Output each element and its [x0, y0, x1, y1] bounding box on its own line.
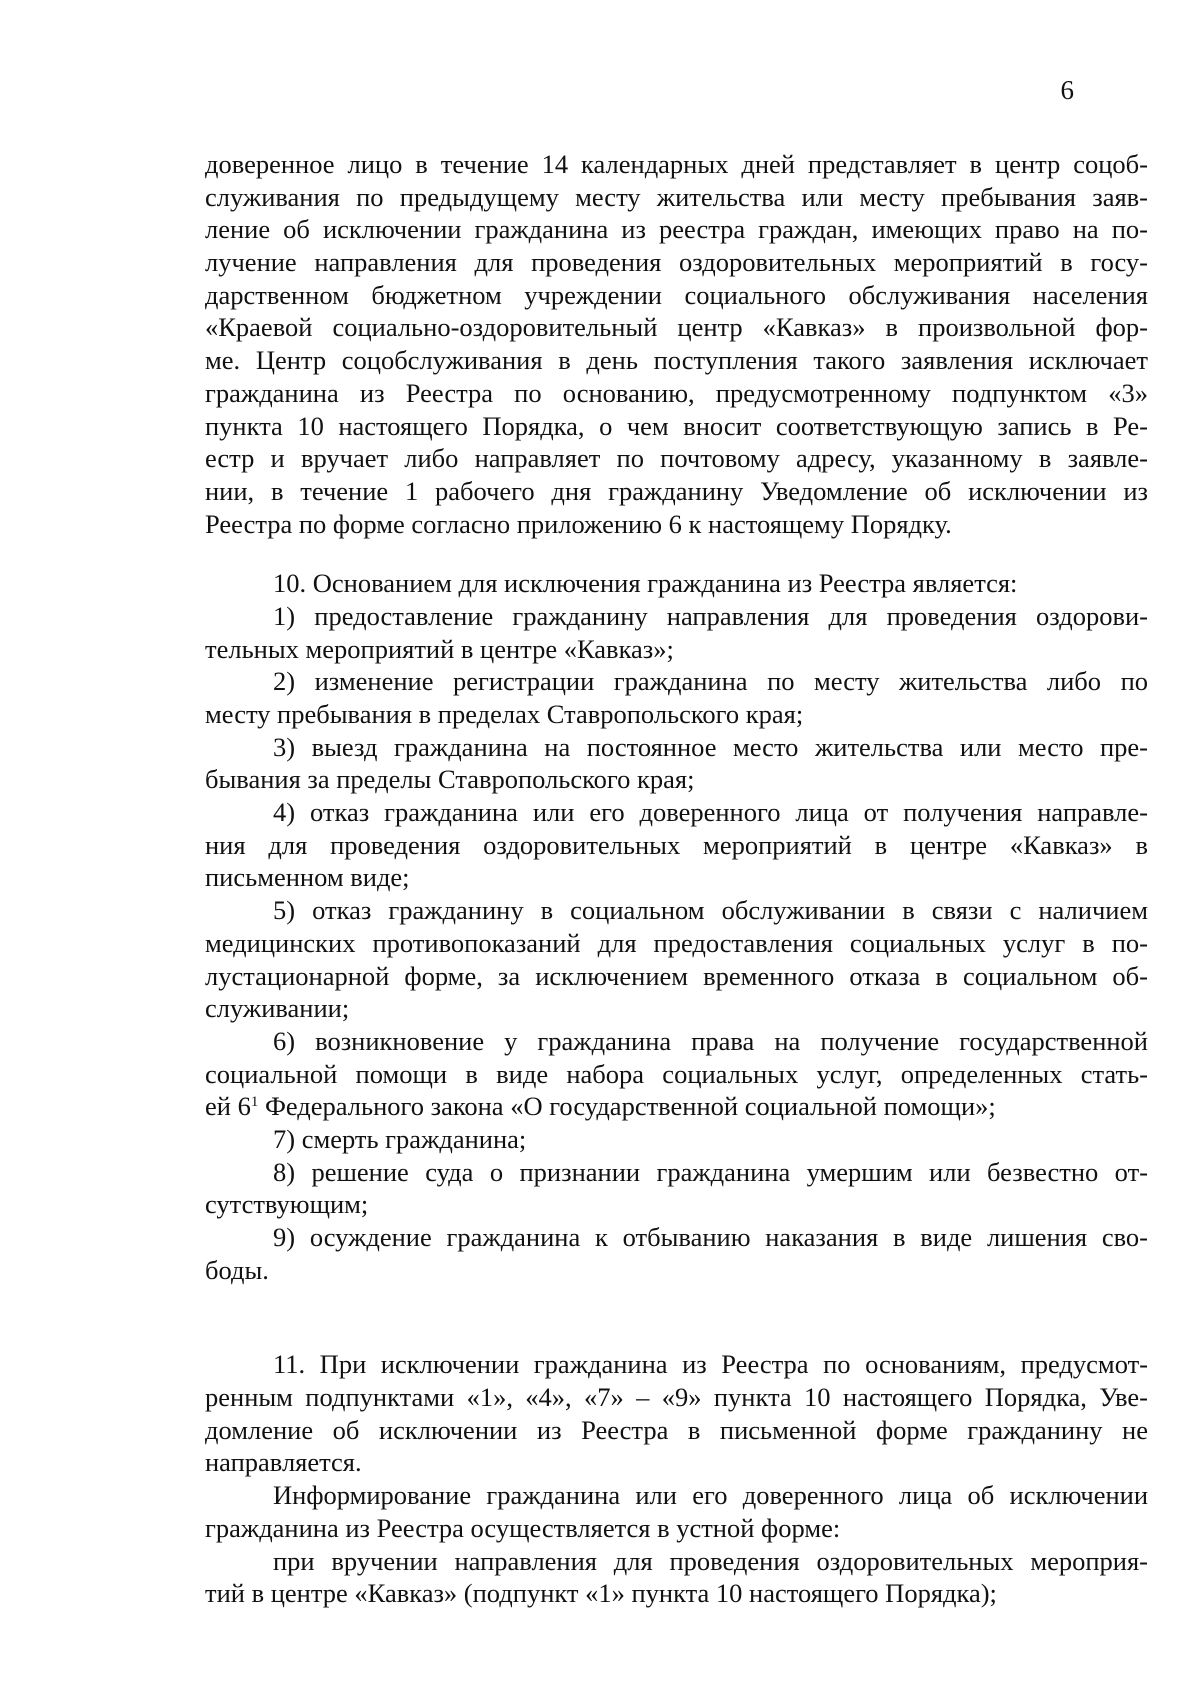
text-line: боды.	[205, 1254, 269, 1285]
text-line: 8) решение суда о признании гражданина умершим или безвестно от-	[273, 1156, 1148, 1187]
text-line: месту пребывания в пределах Ставропольского края;	[205, 699, 804, 729]
text-fragment: ей 6	[205, 1091, 251, 1122]
text-line: гражданина из Реестра осуществляется в устной форме:	[205, 1512, 841, 1543]
text-line: 6) возникновение у гражданина права на получение государственной	[273, 1025, 1148, 1056]
section-10-heading: 10. Основанием для исключения гражданина из Реестра является:	[273, 568, 1018, 599]
list-item	[205, 894, 1148, 1025]
list-item	[205, 1123, 1148, 1156]
text-line	[205, 1090, 1148, 1123]
text-line: лучение направления для проведения оздоровительных мероприятий в госу-	[205, 247, 1148, 278]
paragraph-gap	[205, 1286, 1148, 1348]
text-line: сутствующим;	[205, 1189, 369, 1220]
section-11	[205, 1348, 1148, 1610]
text-line: направляется.	[205, 1447, 362, 1478]
page-number: 6	[1060, 75, 1074, 105]
document-body	[205, 148, 1148, 1610]
superscript: 1	[250, 1094, 259, 1111]
text-line: нии, в течение 1 рабочего дня гражданину Уведомление об исключении из	[205, 475, 1148, 506]
text-line: 9) осуждение гражданина к отбыванию наказания в виде лишения сво-	[273, 1222, 1148, 1252]
text-line: 1) предоставление гражданину направления для проведения оздорови-	[273, 600, 1148, 631]
list-item	[205, 600, 1148, 665]
text-line: служивании;	[205, 993, 350, 1024]
text-line: ния для проведения оздоровительных мероприятий в центре «Кавказ» в	[205, 829, 1148, 860]
text-line: пункта 10 настоящего Порядка, о чем вносит соответствующую запись в Ре-	[205, 410, 1148, 441]
text-line: ренным подпунктами «1», «4», «7» – «9» пункта 10 настоящего Порядка, Уве-	[205, 1382, 1148, 1413]
paragraph-intro	[205, 148, 1148, 540]
list-item	[205, 731, 1148, 796]
text-line: при вручении направления для проведения оздоровительных мероприя-	[273, 1545, 1148, 1576]
list-item	[205, 1156, 1148, 1221]
text-line: медицинских противопоказаний для предоставления социальных услуг в по-	[205, 927, 1148, 958]
text-line: ме. Центр соцобслуживания в день поступления такого заявления исключает	[205, 345, 1148, 376]
section-10	[205, 567, 1148, 1286]
text-line: служивания по предыдущему месту жительства или месту пребывания заяв-	[205, 181, 1148, 212]
text-line: доверенное лицо в течение 14 календарных дней представляет в центр соцоб-	[205, 149, 1148, 179]
text-line: Реестра по форме согласно приложению 6 к настоящему Порядку.	[205, 508, 952, 539]
text-line: ление об исключении гражданина из реестра граждан, имеющих право на по-	[205, 214, 1148, 245]
text-line: 3) выезд гражданина на постоянное место жительства или место пре-	[273, 731, 1148, 762]
text-line: тий в центре «Кавказ» (подпункт «1» пункта 10 настоящего Порядка);	[205, 1578, 997, 1609]
text-line: «Краевой социально-оздоровительный центр «Кавказ» в произвольной фор-	[205, 312, 1148, 343]
text-line: 5) отказ гражданину в социальном обслуживании в связи с наличием	[273, 895, 1148, 926]
text-line: 7) смерть гражданина;	[273, 1123, 527, 1154]
list-item	[205, 1025, 1148, 1123]
text-line: Информирование гражданина или его доверенного лица об исключении	[273, 1480, 1148, 1511]
text-line: 2) изменение регистрации гражданина по месту жительства либо по	[273, 666, 1148, 697]
text-line: бывания за пределы Ставропольского края;	[205, 764, 695, 795]
paragraph-gap	[205, 540, 1148, 567]
text-line: социальной помощи в виде набора социальных услуг, определенных стать-	[205, 1058, 1148, 1089]
text-line: 4) отказ гражданина или его доверенного лица от получения направле-	[273, 797, 1148, 828]
text-line: письменном виде;	[205, 862, 410, 893]
text-line: лустационарной форме, за исключением временного отказа в социальном об-	[205, 960, 1148, 991]
text-fragment: Федерального закона «О государственной социальной помощи»;	[258, 1091, 996, 1122]
list-item	[205, 796, 1148, 894]
text-line: домление об исключении из Реестра в письменной форме гражданину не	[205, 1414, 1148, 1445]
list-item	[205, 665, 1148, 730]
text-line: естр и вручает либо направляет по почтовому адресу, указанному в заявле-	[205, 443, 1148, 474]
text-line: тельных мероприятий в центре «Кавказ»;	[205, 633, 674, 664]
text-line: дарственном бюджетном учреждении социального обслуживания населения	[205, 279, 1148, 310]
list-item	[205, 1221, 1148, 1286]
text-line: гражданина из Реестра по основанию, предусмотренному подпунктом «3»	[205, 377, 1148, 408]
text-line: 11. При исключении гражданина из Реестра по основаниям, предусмот-	[273, 1349, 1148, 1380]
